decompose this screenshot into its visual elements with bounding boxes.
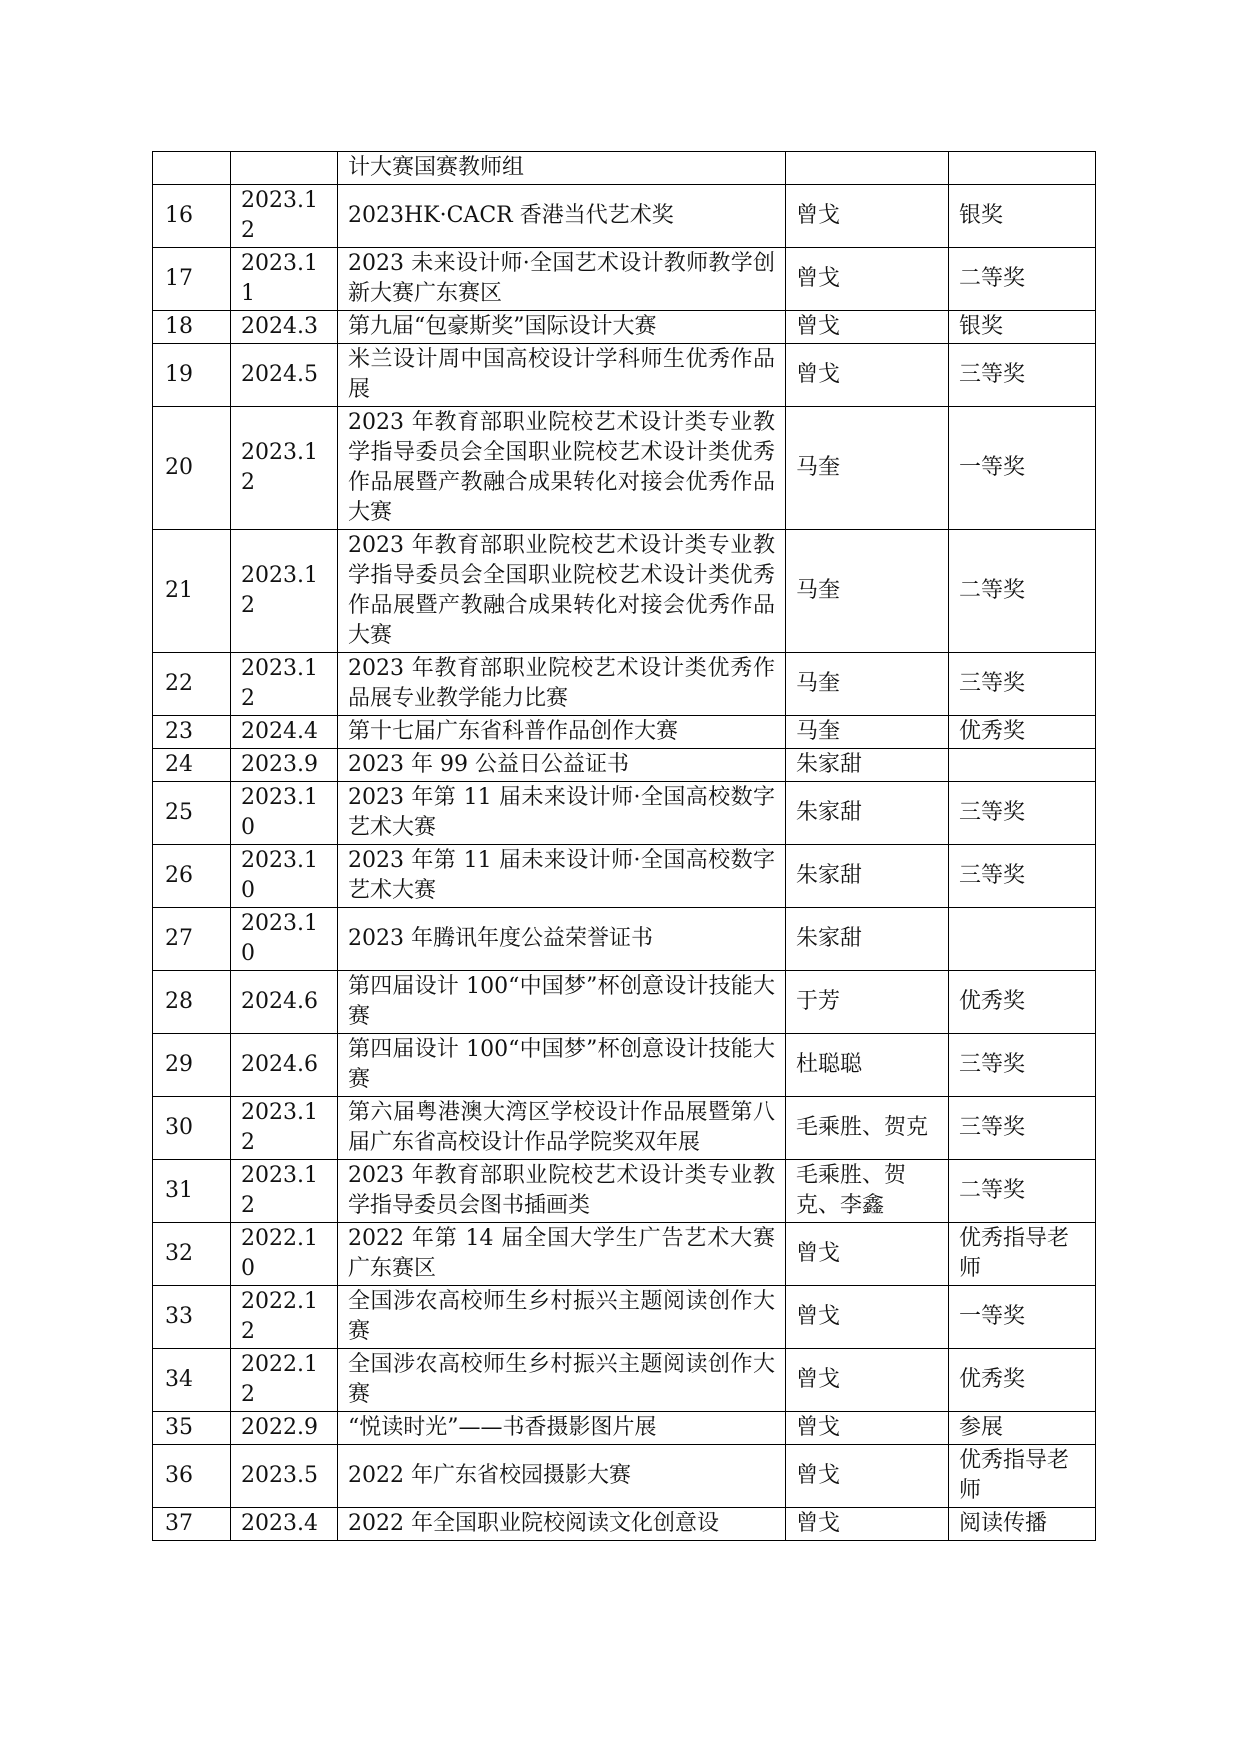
awards-table — [152, 151, 1096, 1541]
row-person: 于芳 — [786, 971, 949, 1034]
row-award: 优秀奖 — [949, 1349, 1096, 1412]
row-award: 三等奖 — [949, 1097, 1096, 1160]
row-competition-name: 2023 年教育部职业院校艺术设计类专业教学指导委员会全国职业院校艺术设计类优秀作品展暨产教融合成果转化对接会优秀作品大赛 — [338, 407, 786, 530]
row-competition-name: 第九届“包豪斯奖”国际设计大赛 — [338, 311, 786, 344]
row-person: 曾戈 — [786, 1412, 949, 1445]
table-row — [153, 1445, 1096, 1508]
row-award: 二等奖 — [949, 248, 1096, 311]
table-row — [153, 971, 1096, 1034]
row-person: 马奎 — [786, 407, 949, 530]
row-award: 参展 — [949, 1412, 1096, 1445]
row-person: 曾戈 — [786, 1286, 949, 1349]
row-award: 三等奖 — [949, 653, 1096, 716]
row-award — [949, 152, 1096, 185]
row-competition-name: 全国涉农高校师生乡村振兴主题阅读创作大赛 — [338, 1286, 786, 1349]
table-row — [153, 530, 1096, 653]
row-person: 朱家甜 — [786, 845, 949, 908]
row-date: 2022.12 — [231, 1286, 338, 1349]
row-number: 22 — [153, 653, 231, 716]
row-competition-name: “悦读时光”——书香摄影图片展 — [338, 1412, 786, 1445]
row-award: 优秀指导老师 — [949, 1223, 1096, 1286]
row-date: 2024.6 — [231, 971, 338, 1034]
row-date: 2023.4 — [231, 1508, 338, 1541]
row-number: 18 — [153, 311, 231, 344]
row-person: 曾戈 — [786, 185, 949, 248]
row-person: 曾戈 — [786, 248, 949, 311]
table-row — [153, 1508, 1096, 1541]
table-row — [153, 311, 1096, 344]
row-number: 27 — [153, 908, 231, 971]
row-person: 马奎 — [786, 716, 949, 749]
row-date: 2023.12 — [231, 530, 338, 653]
table-row — [153, 1223, 1096, 1286]
table-row — [153, 908, 1096, 971]
row-date: 2023.12 — [231, 407, 338, 530]
row-number: 25 — [153, 782, 231, 845]
row-person: 杜聪聪 — [786, 1034, 949, 1097]
table-row — [153, 185, 1096, 248]
row-award: 二等奖 — [949, 1160, 1096, 1223]
row-competition-name: 2023 年教育部职业院校艺术设计类专业教学指导委员会全国职业院校艺术设计类优秀作品展暨产教融合成果转化对接会优秀作品大赛 — [338, 530, 786, 653]
row-person: 曾戈 — [786, 1349, 949, 1412]
table-row — [153, 1349, 1096, 1412]
row-number: 23 — [153, 716, 231, 749]
row-award: 阅读传播 — [949, 1508, 1096, 1541]
table-row — [153, 1097, 1096, 1160]
row-person: 朱家甜 — [786, 782, 949, 845]
row-date: 2022.9 — [231, 1412, 338, 1445]
row-award: 优秀奖 — [949, 971, 1096, 1034]
row-number: 26 — [153, 845, 231, 908]
row-person: 马奎 — [786, 530, 949, 653]
row-number: 30 — [153, 1097, 231, 1160]
table-row — [153, 845, 1096, 908]
row-award: 三等奖 — [949, 1034, 1096, 1097]
table-row — [153, 749, 1096, 782]
row-date: 2023.5 — [231, 1445, 338, 1508]
row-date: 2023.10 — [231, 782, 338, 845]
table-row — [153, 1412, 1096, 1445]
row-competition-name: 2022 年第 14 届全国大学生广告艺术大赛广东赛区 — [338, 1223, 786, 1286]
row-date: 2024.3 — [231, 311, 338, 344]
row-competition-name: 全国涉农高校师生乡村振兴主题阅读创作大赛 — [338, 1349, 786, 1412]
row-number: 29 — [153, 1034, 231, 1097]
row-number: 20 — [153, 407, 231, 530]
row-person: 曾戈 — [786, 1223, 949, 1286]
row-date: 2023.9 — [231, 749, 338, 782]
row-competition-name: 2022 年广东省校园摄影大赛 — [338, 1445, 786, 1508]
row-date: 2024.6 — [231, 1034, 338, 1097]
row-award: 银奖 — [949, 185, 1096, 248]
row-person — [786, 152, 949, 185]
row-date: 2024.4 — [231, 716, 338, 749]
row-date: 2023.12 — [231, 1097, 338, 1160]
row-number — [153, 152, 231, 185]
table-row — [153, 152, 1096, 185]
row-competition-name: 第四届设计 100“中国梦”杯创意设计技能大赛 — [338, 971, 786, 1034]
row-award: 一等奖 — [949, 407, 1096, 530]
table-row — [153, 248, 1096, 311]
row-number: 31 — [153, 1160, 231, 1223]
row-award: 优秀奖 — [949, 716, 1096, 749]
row-competition-name: 第六届粤港澳大湾区学校设计作品展暨第八届广东省高校设计作品学院奖双年展 — [338, 1097, 786, 1160]
row-date: 2022.12 — [231, 1349, 338, 1412]
table-row — [153, 407, 1096, 530]
table-row — [153, 1286, 1096, 1349]
row-competition-name: 2023 年 99 公益日公益证书 — [338, 749, 786, 782]
row-award: 三等奖 — [949, 344, 1096, 407]
row-competition-name: 2023 年第 11 届未来设计师·全国高校数字艺术大赛 — [338, 782, 786, 845]
table-row — [153, 1160, 1096, 1223]
row-competition-name: 第十七届广东省科普作品创作大赛 — [338, 716, 786, 749]
row-number: 33 — [153, 1286, 231, 1349]
table-row — [153, 782, 1096, 845]
row-number: 37 — [153, 1508, 231, 1541]
row-date: 2023.12 — [231, 185, 338, 248]
row-number: 35 — [153, 1412, 231, 1445]
row-date: 2023.12 — [231, 1160, 338, 1223]
row-number: 24 — [153, 749, 231, 782]
row-person: 曾戈 — [786, 344, 949, 407]
row-competition-name: 2023 未来设计师·全国艺术设计教师教学创新大赛广东赛区 — [338, 248, 786, 311]
row-competition-name: 2023HK·CACR 香港当代艺术奖 — [338, 185, 786, 248]
table-row — [153, 653, 1096, 716]
table-row — [153, 344, 1096, 407]
row-date: 2024.5 — [231, 344, 338, 407]
row-person: 曾戈 — [786, 311, 949, 344]
row-date — [231, 152, 338, 185]
row-person: 毛乘胜、贺克 — [786, 1097, 949, 1160]
row-award: 二等奖 — [949, 530, 1096, 653]
row-award — [949, 908, 1096, 971]
row-number: 19 — [153, 344, 231, 407]
row-competition-name: 2023 年教育部职业院校艺术设计类优秀作品展专业教学能力比赛 — [338, 653, 786, 716]
row-award: 三等奖 — [949, 845, 1096, 908]
row-number: 32 — [153, 1223, 231, 1286]
row-number: 28 — [153, 971, 231, 1034]
row-competition-name: 计大赛国赛教师组 — [338, 152, 786, 185]
table-row — [153, 716, 1096, 749]
table-row — [153, 1034, 1096, 1097]
row-date: 2023.12 — [231, 653, 338, 716]
row-person: 毛乘胜、贺克、李鑫 — [786, 1160, 949, 1223]
row-date: 2023.11 — [231, 248, 338, 311]
row-number: 16 — [153, 185, 231, 248]
row-person: 马奎 — [786, 653, 949, 716]
row-award: 三等奖 — [949, 782, 1096, 845]
row-competition-name: 第四届设计 100“中国梦”杯创意设计技能大赛 — [338, 1034, 786, 1097]
row-number: 34 — [153, 1349, 231, 1412]
row-competition-name: 2023 年教育部职业院校艺术设计类专业教学指导委员会图书插画类 — [338, 1160, 786, 1223]
row-person: 朱家甜 — [786, 908, 949, 971]
awards-table-body — [153, 152, 1096, 1541]
row-competition-name: 2023 年腾讯年度公益荣誉证书 — [338, 908, 786, 971]
row-award: 一等奖 — [949, 1286, 1096, 1349]
row-competition-name: 米兰设计周中国高校设计学科师生优秀作品展 — [338, 344, 786, 407]
row-number: 21 — [153, 530, 231, 653]
row-date: 2023.10 — [231, 845, 338, 908]
row-award — [949, 749, 1096, 782]
row-number: 17 — [153, 248, 231, 311]
row-number: 36 — [153, 1445, 231, 1508]
row-person: 曾戈 — [786, 1445, 949, 1508]
row-date: 2023.10 — [231, 908, 338, 971]
row-competition-name: 2023 年第 11 届未来设计师·全国高校数字艺术大赛 — [338, 845, 786, 908]
row-person: 朱家甜 — [786, 749, 949, 782]
row-award: 优秀指导老师 — [949, 1445, 1096, 1508]
row-award: 银奖 — [949, 311, 1096, 344]
row-competition-name: 2022 年全国职业院校阅读文化创意设 — [338, 1508, 786, 1541]
row-person: 曾戈 — [786, 1508, 949, 1541]
row-date: 2022.10 — [231, 1223, 338, 1286]
